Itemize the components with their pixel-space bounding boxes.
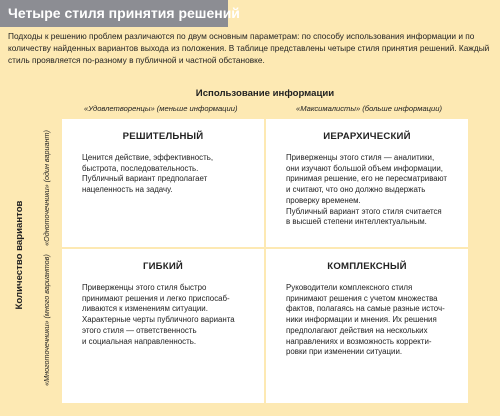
quadrant-heading: КОМПЛЕКСНЫЙ	[327, 261, 407, 272]
quadrant-text: Руководители комплексного стиля принимают решения с учетом множества фактов, полагаясь на самые разные источ- ники информации и мнения. Их решения предполагают действия на нескольких направлениях и возможность корректи- ровки при изменении ситуации.	[286, 283, 445, 357]
quadrant-text: Приверженцы этого стиля — аналитики, они изучают большой объем информации, принимая решение, его не пересматривают и считают, что оно должно выдержать проверку временем. Публичный вариант этого стиля считается в высшей степени интеллектуальным.	[286, 153, 448, 227]
axis-y-bottom-label: «Многоточечники» (много вариантов)	[42, 254, 51, 386]
quadrant-heading: ГИБКИЙ	[142, 261, 184, 272]
intro-paragraph: Подходы к решению проблем различаются по двум основным параметрам: по способу использования информации и по количеству найденных вариантов выхода из положения. В таблице представлены четыре стиля принятия решений. Каждый стиль проявляется по-разному в публичной и частной обстановке.	[8, 31, 490, 65]
quadrant-heading: ИЕРАРХИЧЕСКИЙ	[323, 131, 411, 142]
quadrant-text: Приверженцы этого стиля быстро принимают решения и легко приспосаб- ливаются к изменениям ситуации. Характерные черты публичного варианта этого стиля — ответственность и социальная направленность.	[82, 283, 235, 346]
quadrant-text: Ценится действие, эффективность, быстрота, последовательность. Публичный вариант предполагает нацеленность на задачу.	[82, 153, 214, 195]
axis-y-top-label: «Одноточечники» (один вариант)	[42, 130, 51, 246]
axis-y-label: Количество вариантов	[14, 200, 25, 310]
quadrant-flexible	[62, 249, 264, 403]
styles-matrix	[62, 119, 468, 403]
axis-x-label: Использование информации	[195, 88, 335, 99]
quadrant-heading: РЕШИТЕЛЬНЫЙ	[122, 131, 204, 142]
quadrant-hierarchic	[266, 119, 468, 247]
axis-x-right-label: «Максималисты» (больше информации)	[296, 104, 442, 113]
quadrant-integrative	[266, 249, 468, 403]
axis-x-left-label: «Удовлетворенцы» (меньше информации)	[84, 104, 238, 113]
page-title: Четыре стиля принятия решений	[0, 0, 228, 27]
quadrant-decisive	[62, 119, 264, 247]
